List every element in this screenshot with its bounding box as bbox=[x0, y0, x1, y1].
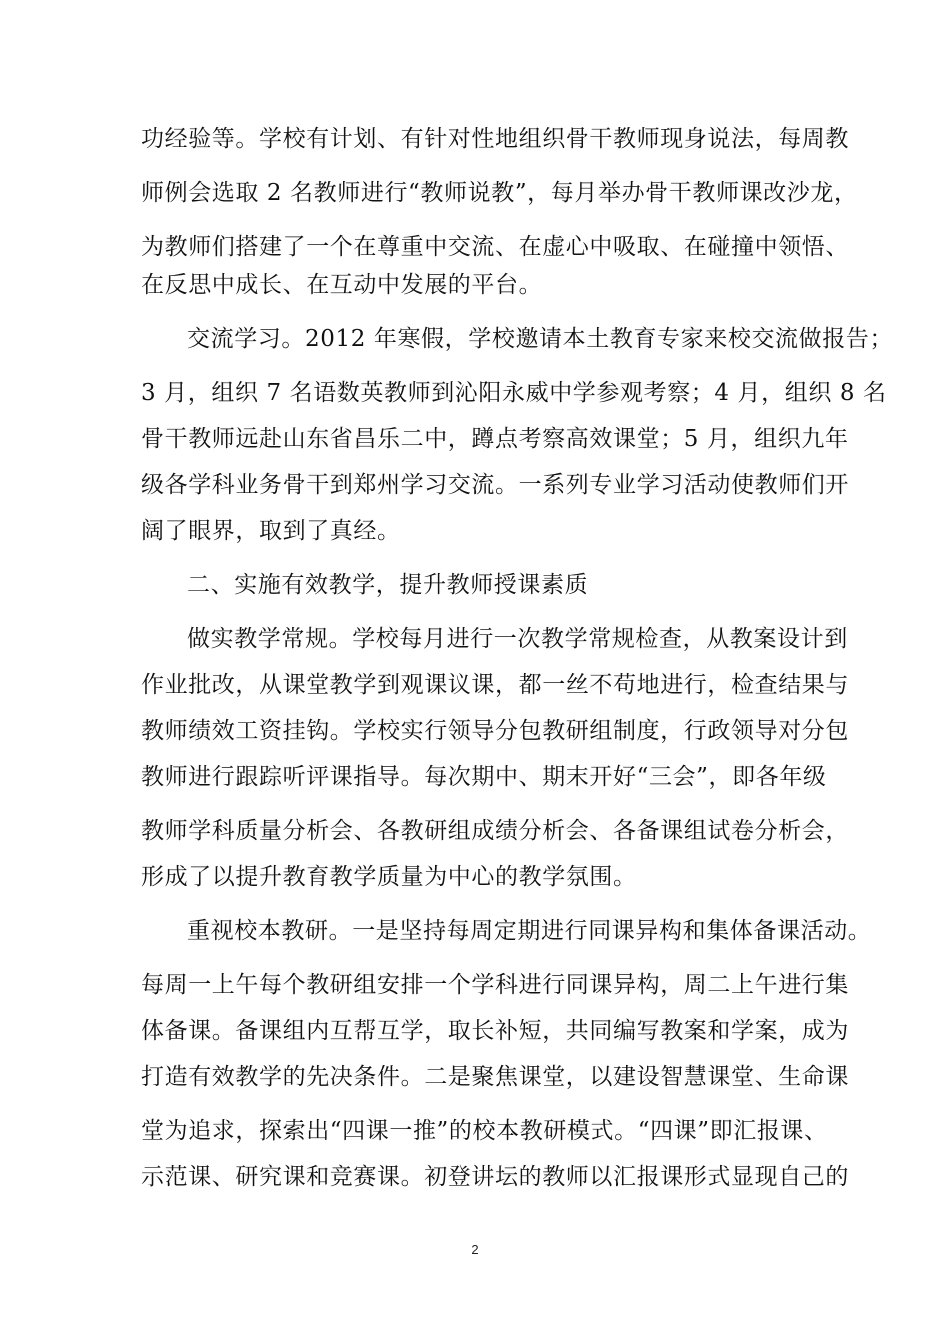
text-line: 在反思中成长、在互动中发展的平台。 bbox=[141, 272, 543, 298]
text-line: 阔了眼界，取到了真经。 bbox=[141, 518, 401, 544]
text-line: 每周一上午每个教研组安排一个学科进行同课异构，周二上午进行集 bbox=[141, 972, 849, 998]
paragraph-first-line: 交流学习。2012 年寒假，学校邀请本土教育专家来校交流做报告； bbox=[187, 326, 894, 352]
section-heading: 二、实施有效教学，提升教师授课素质 bbox=[187, 572, 589, 598]
text-line: 教师进行跟踪听评课指导。每次期中、期末开好“三会”，即各年级 bbox=[141, 764, 827, 790]
page-number: 2 bbox=[471, 1242, 479, 1257]
paragraph-first-line: 重视校本教研。一是坚持每周定期进行同课异构和集体备课活动。 bbox=[187, 918, 872, 944]
text-line: 打造有效教学的先决条件。二是聚焦课堂，以建设智慧课堂、生命课 bbox=[141, 1064, 849, 1090]
text-line: 3 月，组织 7 名语数英教师到沁阳永威中学参观考察；4 月，组织 8 名 bbox=[141, 380, 887, 406]
text-line: 功经验等。学校有计划、有针对性地组织骨干教师现身说法，每周教 bbox=[141, 126, 849, 152]
text-line: 堂为追求，探索出“四课一推”的校本教研模式。“四课”即汇报课、 bbox=[141, 1118, 828, 1144]
text-line: 教师绩效工资挂钩。学校实行领导分包教研组制度，行政领导对分包 bbox=[141, 718, 849, 744]
text-line: 师例会选取 2 名教师进行“教师说教”，每月举办骨干教师课改沙龙， bbox=[141, 180, 858, 206]
text-line: 教师学科质量分析会、各教研组成绩分析会、各备课组试卷分析会， bbox=[141, 818, 849, 844]
text-line: 作业批改，从课堂教学到观课议课，都一丝不苟地进行，检查结果与 bbox=[141, 672, 849, 698]
text-line: 形成了以提升教育教学质量为中心的教学氛围。 bbox=[141, 864, 637, 890]
paragraph-first-line: 做实教学常规。学校每月进行一次教学常规检查，从教案设计到 bbox=[187, 626, 848, 652]
text-line: 为教师们搭建了一个在尊重中交流、在虚心中吸取、在碰撞中领悟、 bbox=[141, 234, 849, 260]
text-line: 体备课。备课组内互帮互学，取长补短，共同编写教案和学案，成为 bbox=[141, 1018, 849, 1044]
text-line: 示范课、研究课和竞赛课。初登讲坛的教师以汇报课形式显现自己的 bbox=[141, 1164, 849, 1190]
text-line: 级各学科业务骨干到郑州学习交流。一系列专业学习活动使教师们开 bbox=[141, 472, 849, 498]
text-line: 骨干教师远赴山东省昌乐二中，蹲点考察高效课堂；5 月，组织九年 bbox=[141, 426, 849, 452]
